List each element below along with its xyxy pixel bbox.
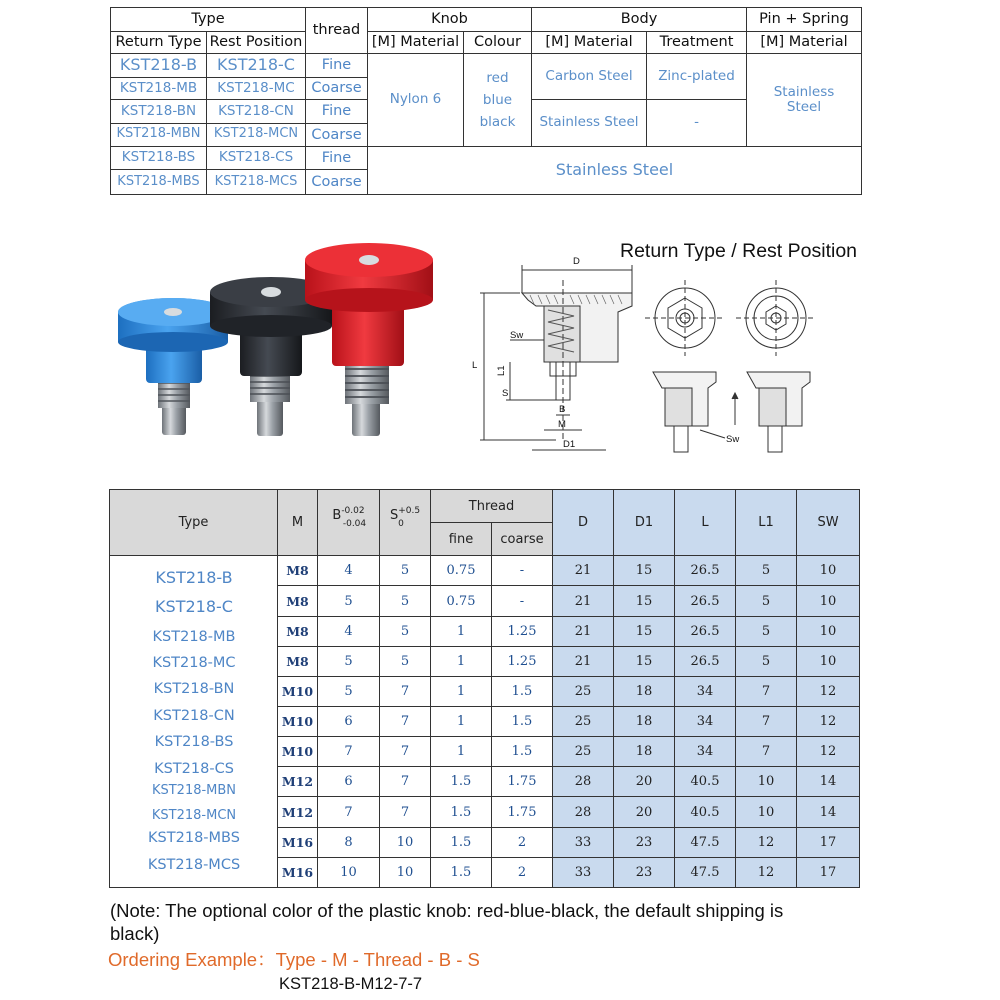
cell-sw: 10 bbox=[797, 616, 860, 646]
knob-color-note: (Note: The optional color of the plastic knob: red-blue-black, the default shipping is black) bbox=[110, 900, 784, 944]
cell-s: 7 bbox=[380, 797, 431, 827]
cell-b: 10 bbox=[318, 857, 380, 887]
type-label: KST218-BS bbox=[154, 734, 234, 751]
header-knob: Knob bbox=[368, 8, 532, 32]
cell-coarse: - bbox=[492, 586, 553, 616]
cell-l1: 7 bbox=[736, 707, 797, 737]
cell-coarse: - bbox=[492, 556, 553, 586]
red-plunger bbox=[305, 243, 433, 436]
dim-header-d: D bbox=[553, 490, 614, 556]
cell-d: 25 bbox=[553, 676, 614, 706]
cell-fine: 0.75 bbox=[431, 586, 492, 616]
cell-d1: 20 bbox=[614, 767, 675, 797]
body-carbon-steel: Carbon Steel bbox=[532, 54, 647, 100]
header-pin-material: [M] Material bbox=[747, 31, 862, 54]
type-return: KST218-MBN bbox=[111, 124, 207, 147]
thread-cell: Coarse bbox=[306, 77, 368, 100]
cell-l: 34 bbox=[675, 707, 736, 737]
all-stainless-steel: Stainless Steel bbox=[368, 146, 862, 194]
cell-coarse: 1.75 bbox=[492, 767, 553, 797]
s-tolerance-upper: +0.5 bbox=[398, 505, 421, 516]
type-label: KST218-MBS bbox=[148, 830, 240, 847]
cell-d1: 18 bbox=[614, 707, 675, 737]
cell-s: 7 bbox=[380, 767, 431, 797]
colour-blue: blue bbox=[482, 91, 513, 108]
cell-l1: 10 bbox=[736, 797, 797, 827]
type-return: KST218-BN bbox=[111, 100, 207, 124]
body-stainless-steel: Stainless Steel bbox=[532, 100, 647, 146]
cell-sw: 10 bbox=[797, 646, 860, 676]
cell-l1: 5 bbox=[736, 646, 797, 676]
cell-sw: 14 bbox=[797, 767, 860, 797]
dim-header-l1: L1 bbox=[736, 490, 797, 556]
cell-fine: 1 bbox=[431, 707, 492, 737]
dim-header-fine: fine bbox=[431, 523, 492, 556]
cell-m: M8 bbox=[278, 616, 318, 646]
cell-sw: 17 bbox=[797, 827, 860, 857]
cell-d: 21 bbox=[553, 556, 614, 586]
cell-b: 4 bbox=[318, 556, 380, 586]
product-photo bbox=[110, 230, 478, 445]
cell-s: 5 bbox=[380, 556, 431, 586]
header-pin-spring: Pin + Spring bbox=[747, 8, 862, 32]
s-tolerance-lower: 0 bbox=[398, 518, 404, 529]
type-label: KST218-MBN bbox=[151, 783, 237, 799]
cell-sw: 12 bbox=[797, 676, 860, 706]
knob-material-cell: Nylon 6 bbox=[368, 54, 464, 146]
cell-fine: 1.5 bbox=[431, 767, 492, 797]
cell-d1: 15 bbox=[614, 586, 675, 616]
header-body-material: [M] Material bbox=[532, 31, 647, 54]
cell-fine: 1 bbox=[431, 616, 492, 646]
type-label: KST218-B bbox=[155, 568, 233, 588]
dim-label-sw: Sw bbox=[510, 330, 524, 341]
header-treatment: Treatment bbox=[647, 31, 747, 54]
cell-l1: 7 bbox=[736, 676, 797, 706]
type-label: KST218-C bbox=[155, 597, 233, 617]
cell-s: 5 bbox=[380, 616, 431, 646]
header-return-type: Return Type bbox=[111, 31, 207, 54]
cell-coarse: 1.5 bbox=[492, 676, 553, 706]
cell-m: M12 bbox=[278, 767, 318, 797]
cell-sw: 12 bbox=[797, 707, 860, 737]
cell-d: 21 bbox=[553, 616, 614, 646]
cell-l1: 7 bbox=[736, 737, 797, 767]
dim-header-type: Type bbox=[110, 490, 278, 556]
type-label: KST218-BN bbox=[153, 681, 235, 698]
cell-d: 25 bbox=[553, 737, 614, 767]
cell-fine: 1.5 bbox=[431, 827, 492, 857]
header-type: Type bbox=[111, 8, 306, 32]
dim-header-l: L bbox=[675, 490, 736, 556]
cell-coarse: 1.25 bbox=[492, 646, 553, 676]
thread-cell: Coarse bbox=[306, 124, 368, 147]
cell-b: 6 bbox=[318, 767, 380, 797]
dim-label-l1: L1 bbox=[496, 365, 507, 376]
dim-header-b bbox=[318, 490, 380, 556]
cell-m: M10 bbox=[278, 676, 318, 706]
cell-l1: 5 bbox=[736, 616, 797, 646]
type-rest: KST218-CN bbox=[207, 100, 306, 124]
cell-l: 40.5 bbox=[675, 797, 736, 827]
header-body: Body bbox=[532, 8, 747, 32]
dimension-row bbox=[110, 556, 860, 586]
cell-s: 10 bbox=[380, 827, 431, 857]
cell-m: M8 bbox=[278, 646, 318, 676]
header-colour: Colour bbox=[464, 31, 532, 54]
dim-label-m: M bbox=[558, 419, 566, 430]
cell-l: 26.5 bbox=[675, 586, 736, 616]
dim-label-l: L bbox=[472, 360, 478, 371]
type-label: KST218-MC bbox=[152, 655, 236, 672]
cell-s: 5 bbox=[380, 586, 431, 616]
treatment-none: - bbox=[647, 100, 747, 146]
cell-fine: 1 bbox=[431, 676, 492, 706]
colour-red: red bbox=[486, 69, 509, 86]
cell-s: 5 bbox=[380, 646, 431, 676]
dim-label-s: S bbox=[502, 388, 509, 399]
cell-d1: 15 bbox=[614, 646, 675, 676]
cell-fine: 1.5 bbox=[431, 797, 492, 827]
type-list-cell bbox=[110, 556, 278, 888]
cell-b: 4 bbox=[318, 616, 380, 646]
dim-label-d: D bbox=[573, 256, 580, 267]
cell-sw: 17 bbox=[797, 857, 860, 887]
cell-m: M10 bbox=[278, 737, 318, 767]
cell-d1: 15 bbox=[614, 556, 675, 586]
cell-coarse: 1.75 bbox=[492, 797, 553, 827]
cell-m: M12 bbox=[278, 797, 318, 827]
type-return: KST218-MBS bbox=[111, 170, 207, 195]
type-rest: KST218-CS bbox=[207, 146, 306, 170]
b-tolerance-upper: -0.02 bbox=[341, 505, 365, 516]
type-rest: KST218-C bbox=[207, 54, 306, 78]
type-label: KST218-MCS bbox=[147, 857, 241, 874]
cell-d: 33 bbox=[553, 857, 614, 887]
cell-coarse: 1.5 bbox=[492, 707, 553, 737]
type-rest: KST218-MC bbox=[207, 77, 306, 100]
cell-b: 5 bbox=[318, 676, 380, 706]
type-return: KST218-MB bbox=[111, 77, 207, 100]
header-rest-position: Rest Position bbox=[207, 31, 306, 54]
dimension-table bbox=[109, 489, 860, 888]
b-tolerance-lower: -0.04 bbox=[342, 518, 367, 529]
cell-s: 10 bbox=[380, 857, 431, 887]
cell-l1: 10 bbox=[736, 767, 797, 797]
pin-material-cell bbox=[747, 54, 862, 146]
type-label: KST218-CS bbox=[154, 761, 234, 778]
cell-l: 47.5 bbox=[675, 827, 736, 857]
header-thread: thread bbox=[306, 8, 368, 54]
thread-cell: Fine bbox=[306, 54, 368, 78]
cell-l1: 5 bbox=[736, 556, 797, 586]
drawing-title: Return Type / Rest Position bbox=[620, 240, 858, 262]
cell-d1: 23 bbox=[614, 827, 675, 857]
cell-b: 6 bbox=[318, 707, 380, 737]
dim-header-sw: SW bbox=[797, 490, 860, 556]
pin-material-line1: Stainless bbox=[773, 83, 835, 100]
dim-label-sw-section: Sw bbox=[726, 434, 740, 445]
cell-sw: 12 bbox=[797, 737, 860, 767]
header-knob-material: [M] Material bbox=[368, 31, 464, 54]
cell-s: 7 bbox=[380, 737, 431, 767]
cell-d: 21 bbox=[553, 646, 614, 676]
cell-sw: 10 bbox=[797, 586, 860, 616]
cell-l: 34 bbox=[675, 737, 736, 767]
cell-l1: 5 bbox=[736, 586, 797, 616]
type-label: KST218-CN bbox=[153, 708, 235, 725]
top-views bbox=[645, 280, 816, 356]
cell-b: 7 bbox=[318, 797, 380, 827]
cell-m: M8 bbox=[278, 556, 318, 586]
cell-b: 7 bbox=[318, 737, 380, 767]
cell-l1: 12 bbox=[736, 827, 797, 857]
cell-sw: 14 bbox=[797, 797, 860, 827]
type-return: KST218-B bbox=[111, 54, 207, 78]
treatment-zinc: Zinc-plated bbox=[647, 54, 747, 100]
dim-label-b: B bbox=[559, 404, 566, 415]
cell-d: 21 bbox=[553, 586, 614, 616]
cell-d: 28 bbox=[553, 797, 614, 827]
material-table bbox=[110, 7, 862, 195]
pin-material-line2: Steel bbox=[786, 98, 822, 115]
dim-label-d1: D1 bbox=[563, 439, 576, 450]
cell-coarse: 2 bbox=[492, 857, 553, 887]
cell-l: 47.5 bbox=[675, 857, 736, 887]
cell-d1: 20 bbox=[614, 797, 675, 827]
type-label: KST218-MB bbox=[152, 629, 236, 646]
thread-cell: Coarse bbox=[306, 170, 368, 195]
cell-l: 26.5 bbox=[675, 646, 736, 676]
type-label: KST218-MCN bbox=[151, 808, 237, 824]
cell-s: 7 bbox=[380, 707, 431, 737]
cell-d: 28 bbox=[553, 767, 614, 797]
cell-fine: 0.75 bbox=[431, 556, 492, 586]
cell-d: 25 bbox=[553, 707, 614, 737]
dim-header-d1: D1 bbox=[614, 490, 675, 556]
type-return: KST218-BS bbox=[111, 146, 207, 170]
cell-fine: 1 bbox=[431, 646, 492, 676]
cell-b: 5 bbox=[318, 646, 380, 676]
cell-l: 26.5 bbox=[675, 556, 736, 586]
cell-b: 5 bbox=[318, 586, 380, 616]
cell-fine: 1 bbox=[431, 737, 492, 767]
cell-l1: 12 bbox=[736, 857, 797, 887]
cell-m: M16 bbox=[278, 827, 318, 857]
cell-fine: 1.5 bbox=[431, 857, 492, 887]
dim-header-b-label: B bbox=[332, 507, 342, 523]
colour-black: black bbox=[479, 113, 516, 130]
thread-cell: Fine bbox=[306, 100, 368, 124]
cell-d: 33 bbox=[553, 827, 614, 857]
type-rest: KST218-MCN bbox=[207, 124, 306, 147]
dim-header-s-label: S bbox=[389, 507, 399, 523]
type-rest: KST218-MCS bbox=[207, 170, 306, 195]
thread-cell: Fine bbox=[306, 146, 368, 170]
cell-b: 8 bbox=[318, 827, 380, 857]
cell-m: M10 bbox=[278, 707, 318, 737]
cell-coarse: 1.5 bbox=[492, 737, 553, 767]
cell-d1: 23 bbox=[614, 857, 675, 887]
cell-m: M8 bbox=[278, 586, 318, 616]
cell-s: 7 bbox=[380, 676, 431, 706]
dim-header-s bbox=[380, 490, 431, 556]
ordering-example-code: KST218-B-M12-7-7 bbox=[279, 975, 423, 993]
dim-header-thread: Thread bbox=[431, 490, 553, 523]
dim-header-coarse: coarse bbox=[492, 523, 553, 556]
technical-drawing bbox=[470, 240, 865, 465]
cell-d1: 15 bbox=[614, 616, 675, 646]
cell-l: 34 bbox=[675, 676, 736, 706]
cell-m: M16 bbox=[278, 857, 318, 887]
cell-d1: 18 bbox=[614, 676, 675, 706]
cell-coarse: 1.25 bbox=[492, 616, 553, 646]
cell-coarse: 2 bbox=[492, 827, 553, 857]
cell-l: 40.5 bbox=[675, 767, 736, 797]
cell-l: 26.5 bbox=[675, 616, 736, 646]
ordering-example-label: Ordering Example：Type - M - Thread - B - S bbox=[108, 949, 480, 970]
dim-header-m: M bbox=[278, 490, 318, 556]
cell-d1: 18 bbox=[614, 737, 675, 767]
cell-sw: 10 bbox=[797, 556, 860, 586]
colour-cell bbox=[464, 54, 532, 146]
